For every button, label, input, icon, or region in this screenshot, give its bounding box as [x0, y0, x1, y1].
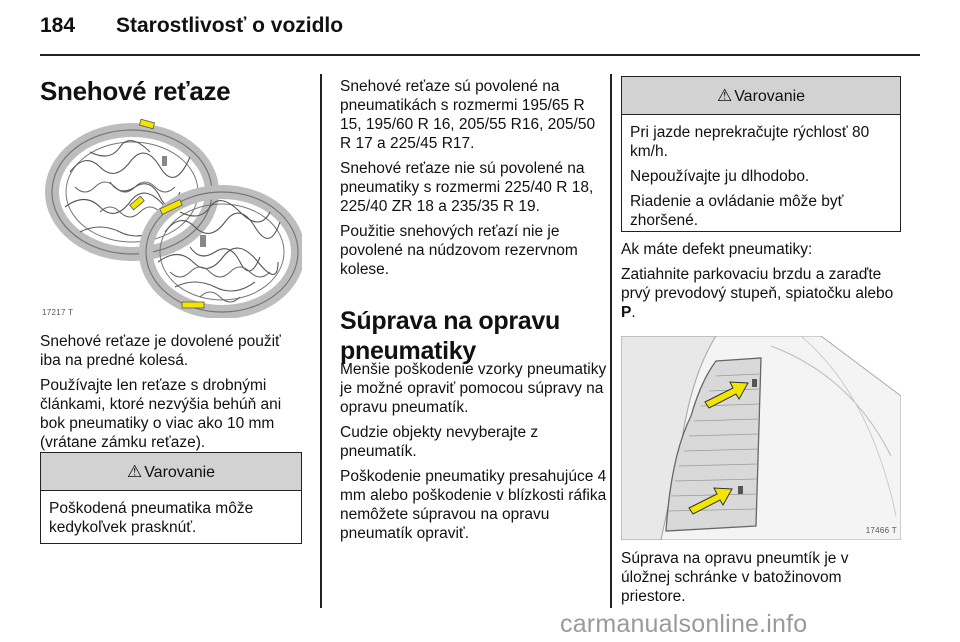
header-rule	[40, 54, 920, 56]
snow-chains-drawing	[40, 112, 302, 318]
warning-box	[621, 76, 901, 232]
gear-letter: P	[621, 304, 632, 321]
warning-triangle-icon: ⚠	[126, 462, 143, 481]
paragraph: Menšie poškodenie vzorky pneumatiky je možné opraviť pomocou súpravy na opravu pneumatík.	[340, 361, 607, 416]
page-number: 184	[40, 14, 76, 37]
image-code: 17466 T	[865, 526, 897, 535]
paragraph: Použitie snehových reťazí nie je povolené na núdzovom rezervnom kolese.	[340, 223, 578, 278]
page-header	[40, 14, 343, 38]
warning-triangle-icon: ⚠	[716, 86, 733, 105]
paragraph	[621, 265, 901, 322]
paragraph: Ak máte defekt pneumatiky:	[621, 241, 813, 258]
warning-text: Nepoužívajte ju dlhodobo.	[630, 168, 810, 185]
paragraph-text: Zatiahnite parkovaciu brzdu a zaraďte prvý prevodový stupeň, spiatočku alebo	[621, 266, 894, 302]
paragraph: Poškodenie pneumatiky presahujúce 4 mm alebo poškodenie v blízkosti ráfika nemôžete súpravou na opravu pneumatík opraviť.	[340, 468, 607, 542]
watermark: carmanualsonline.info	[560, 610, 808, 638]
column-divider	[320, 74, 322, 608]
warning-text: Poškodená pneumatika môže kedykoľvek prasknúť.	[49, 500, 254, 536]
image-code: 17217 T	[42, 308, 74, 317]
snow-chains-illustration	[40, 112, 302, 318]
snow-chains-heading: Snehové reťaze	[40, 76, 231, 106]
paragraph: Snehové reťaze sú povolené na pneumatikách s rozmermi 195/65 R 15, 195/60 R 16, 205/55 R16, 205/50 R 17 a 225/45 R17.	[340, 78, 596, 152]
paragraph: Snehové reťaze nie sú povolené na pneumatiky s rozmermi 225/40 R 18, 225/40 ZR 18 a 235/35 R 19.	[340, 160, 594, 215]
warning-title: Varovanie	[144, 464, 216, 481]
trunk-storage-drawing	[621, 336, 901, 540]
repair-kit-illustration	[621, 336, 901, 540]
warning-box	[40, 452, 302, 544]
column-divider	[610, 74, 612, 608]
warning-header	[41, 453, 301, 491]
repair-kit-heading: Súprava na opravu pneumatiky	[340, 307, 560, 365]
warning-title: Varovanie	[734, 88, 806, 105]
warning-header	[622, 77, 900, 115]
paragraph: Cudzie objekty nevyberajte z pneumatík.	[340, 424, 539, 460]
paragraph-text: .	[631, 304, 636, 321]
warning-text: Riadenie a ovládanie môže byť zhoršené.	[630, 193, 844, 229]
section-title: Starostlivosť o vozidlo	[116, 14, 344, 37]
paragraph: Snehové reťaze je dovolené použiť iba na predné kolesá.	[40, 333, 281, 369]
paragraph: Používajte len reťaze s drobnými článkami, ktoré nezvýšia behúň ani bok pneumatiky o viac ako 10 mm (vrátane zámku reťaze).	[40, 377, 282, 451]
warning-text: Pri jazde neprekračujte rýchlosť 80 km/h.	[630, 124, 870, 160]
paragraph: Súprava na opravu pneumtík je v úložnej schránke v batožinovom priestore.	[621, 550, 849, 605]
